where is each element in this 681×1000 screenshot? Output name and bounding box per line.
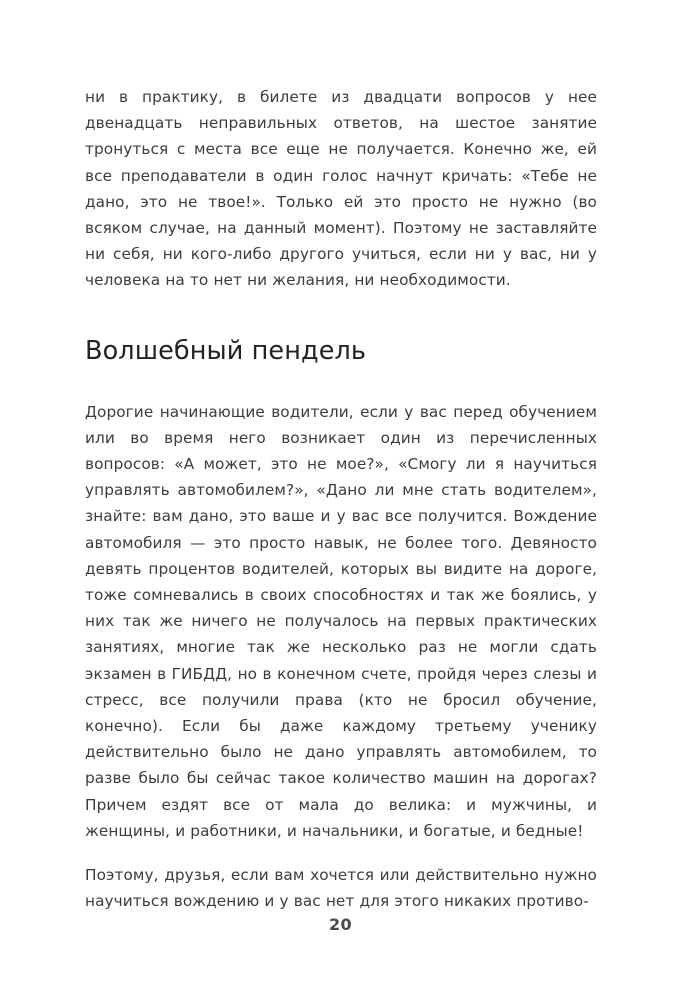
paragraph-body-main: Дорогие начинающие водители, если у вас перед обучением или во время него возникает один из перечисленных вопросов: «А может, это не мое?», «Смогу ли я научиться управлять автомобилем?», «Дано ли мне стать водителем», знайте: вам дано, это ваше и у вас все получится. Вождение автомобиля — это просто навык, не более того. Девяносто девять процентов водителей, которых вы видите на дороге, тоже сомневались в своих способностях и так же боялись, у них так же ничего не получалось на первых практических занятиях, многие так же несколько раз не могли сдать экзамен в ГИБДД, но в конечном счете, пройдя через слезы и стресс, все получили права (кто не бросил обучение, конечно). Если бы даже каждому третьему ученику действительно было не дано управлять автомобилем, то разве было бы сейчас такое количество машин на дорогах? Причем ездят все от мала до велика: и мужчины, и женщины, и работники, и начальники, и богатые, и бедные! bbox=[85, 402, 597, 840]
paragraph-body-last: Поэтому, друзья, если вам хочется или действительно нужно научиться вождению и у вас нет для этого никаких противо- bbox=[85, 866, 597, 911]
paragraph-continuation: ни в практику, в билете из двадцати вопросов у нее двенадцать неправильных ответов, на шестое занятие тронуться с места все еще не получается. Конечно же, ей все преподаватели в один голос начнут кричать: «Тебе не дано, это не твое!». Только ей это просто не нужно (во всяком случае, на данный момент). Поэтому не заставляйте ни себя, ни кого-либо другого учиться, если ни у вас, ни у человека на то нет ни желания, ни необходимости. bbox=[85, 88, 597, 290]
section-heading: Волшебный пендель bbox=[85, 335, 367, 366]
text-column bbox=[85, 84, 597, 914]
section-heading-block bbox=[85, 336, 597, 366]
page-number: 20 bbox=[329, 915, 352, 934]
